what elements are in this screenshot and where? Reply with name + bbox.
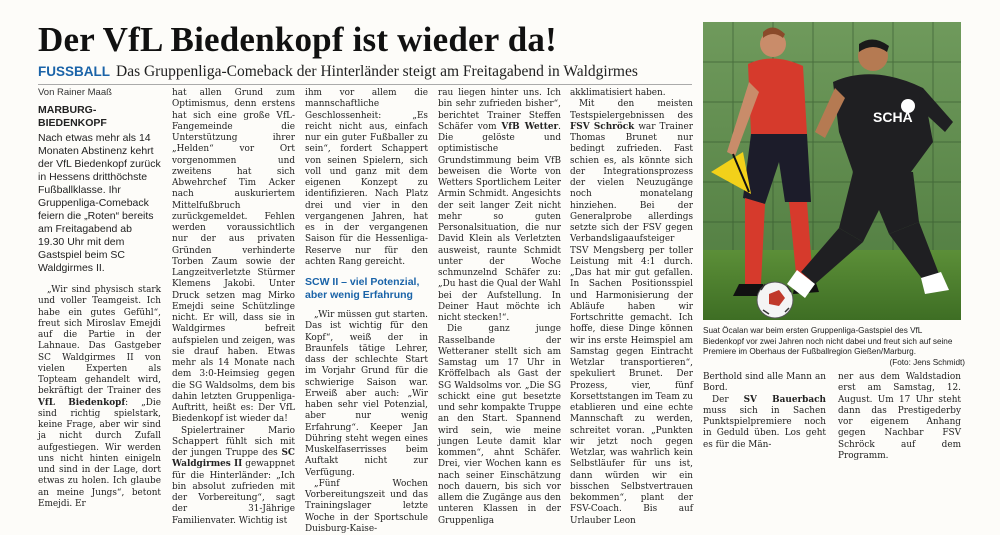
divider xyxy=(38,84,692,85)
lead-text: Nach etwas mehr als 14 Monaten Abstinenz kehrt der VfL Biedenkopf zurück in Hessens dritthöchste Fußballklasse. Ihr Gruppenliga-Comeback feiern die „Roten“ bereits am Freitagabend ab 19.30 Uhr mit dem Gastspiel beim SC Waldgirmes II. xyxy=(38,132,161,274)
soccer-ball xyxy=(757,282,793,318)
paragraph xyxy=(172,426,295,527)
paragraph: akklimatisiert haben. xyxy=(570,88,666,98)
paragraph xyxy=(38,285,161,510)
team-name: SV Bauerbach xyxy=(743,394,826,405)
text: muss sich in Sachen Punktspielpremiere noch in Geduld üben. Los geht es für die Män- xyxy=(703,405,826,450)
text: rau liegen hinter uns. Ich bin sehr zufrieden bisher“, berichtet Trainer Steffen Schäfer vom xyxy=(438,88,561,132)
paragraph xyxy=(703,395,826,451)
text: war Trainer Thomas Brunet nur bedingt zufrieden. Fast schien es, als könnte sich der Integrationsprozess der vielen Neuzugänge noch monatelang hinziehen. Bei der Generalprobe allerdings setzte sich der FSV gegen Verbandsligaaufsteiger TSV Mengsberg per toller Leistung mit 4:1 durch. „Das hat mir gut gefallen. In Sachen Positionsspiel und Harmonisierung der Abläufe haben wir Fortschritte gemacht. Ich hoffe, diese Dinge können wir ins erste Heimspiel am Samstag gegen Eintracht Wetzlar transportieren“, spekuliert Brunet. Der Prozess, vier, fünf Korsettstangen im Team zu etablieren und eine echte Mannschaft zu werden, schreitet voran. „Punkten wir jetzt noch gegen Wetzlar, was wahrlich kein Selbstläufer für uns ist, dann würden wir ein bisschen Selbstvertrauen bekommen“, plant der FSV-Coach. Bis auf Urlauber Leon xyxy=(570,121,693,526)
byline: Von Rainer Maaß xyxy=(38,87,112,98)
paragraph: „Fünf Wochen Vorbereitungszeit und das Trainingslager letzte Woche in der Sportschule Duisburg-Kaise- xyxy=(305,478,428,534)
text: : „Die sind richtig spielstark, keine Frage, aber wir sind ja nicht durch Zufall aufgestiegen. Wir werden uns nicht hinten einigeln und sind in der Lage, dort etwas zu holen. Ich glaube an meine Jungs“, betont Emejdi. Er xyxy=(38,397,161,509)
text: gewappnet für die Hinterländer: „Ich bin absolut zufrieden mit der Vorbereitung“, sagt der 31-Jährige Familienvater. Wichtig ist xyxy=(172,459,295,526)
paragraph: Die ganz junge Rasselbande der Wetteraner stellt sich am Samstag um 17 Uhr in Kröffelbach als Gast der SG Waldsolms vor. „Die SG schickt eine gut besetzte und sehr kompakte Truppe an den Start. Spannend wird sein, wie meine jungen Leute damit klar kommen“, ahnt Schäfer. Drei, vier Wochen kann es nach seiner Einschätzung noch dauern, bis sich vor allem die Zugänge aus den unteren Klassen in der Gruppenliga xyxy=(438,324,561,526)
article-column-2 xyxy=(172,88,295,527)
headline: Der VfL Biedenkopf ist wieder da! xyxy=(38,20,557,59)
paragraph: Berthold sind alle Mann an Bord. xyxy=(703,372,826,394)
team-name: VfB Wetter xyxy=(501,121,559,132)
paragraph: hat allen Grund zum Optimismus, denn erstens hat sich eine große VfL-Fangemeinde die Unterstützung ihrer „Helden“ vor Ort vorgenommen und zweitens hat sich Abwehrchef Tim Acker nach auskuriertem Mittelfußbruch zurückgemeldet. Fehlen werden voraussichtlich nur der aus privaten Gründen verhinderte Torben Zaum sowie der Langzeitverletzte Stürmer Klemens Jakobi. Unter Druck setzen mag Mirko Emejdi seine Schützlinge nicht. Er will, dass sie in Waldgirmes befreit aufspielen und zeigen, was sie drauf haben. Etwas mehr als 14 Monate nach dem 3:0-Heimsieg gegen die SG Waldsolms, dem bis dahin letzten Gruppenliga-Auftritt, heißt es: Der VfL Biedenkopf ist wieder da! xyxy=(172,88,295,425)
paragraph xyxy=(570,99,693,527)
subheading: SCW II – viel Potenzial, aber wenig Erfahrung xyxy=(305,276,420,301)
photo-caption xyxy=(703,326,965,368)
article-column-3 xyxy=(305,88,428,535)
kicker xyxy=(38,63,638,81)
paragraph: ner aus dem Waldstadion erst am Samstag, 12. August. Um 17 Uhr steht dann das Prestigederby vor eigenem Anhang gegen Nachbar FSV Schröck auf dem Programm. xyxy=(838,372,961,461)
article-column-4 xyxy=(438,88,561,527)
caption-text: Suat Öcalan war beim ersten Gruppenliga-Gastspiel des VfL Biedenkopf vor zwei Jahren noch nicht dabei und freut sich auf seine Premiere im Oberhaus der Fußballregion Gießen/Marburg. xyxy=(703,326,953,356)
team-name: VfL Biedenkopf xyxy=(38,397,126,408)
subtitle: Das Gruppenliga-Comeback der Hinterländer steigt am Freitagabend in Waldgirmes xyxy=(116,63,638,80)
paragraph: „Wir müssen gut starten. Das ist wichtig für den Kopf“, weiß der in Braunfels tätige Lehrer, dass der schlechte Start im Vorjahr Grund für die schwierige Saison war. Erweiß aber auch: „Wir haben sehr viel Potenzial, aber nur wenig Erfahrung“. Keeper Jan Dühring steht wegen eines Muskelfaserrisses beim Auftakt nicht zur Verfügung. xyxy=(305,310,428,478)
section-tag: FUSSBALL xyxy=(38,64,110,79)
text: Der xyxy=(712,394,744,405)
team-name: FSV Schröck xyxy=(570,121,635,132)
paragraph xyxy=(438,88,561,324)
article-column-5 xyxy=(570,88,693,527)
article-column-1 xyxy=(38,104,161,510)
soccer-players-illustration xyxy=(703,22,961,320)
photo-credit: (Foto: Jens Schmidt) xyxy=(889,357,965,367)
text: Mit den meisten Testspielergebnissen des xyxy=(570,99,693,121)
article-column-6 xyxy=(703,372,826,451)
text: Spielertrainer Mario Schappert fühlt sich mit der jungen Truppe des xyxy=(172,425,295,458)
text: „Wir sind physisch stark und voller Teamgeist. Ich habe ein gutes Gefühl“, freut sich Miroslav Emejdi auf die Partie in der Lahnaue. Das Gastgeber SC Waldgirmes II von vielen Experten als Topteam gehandelt wird, bekräftigt der Trainer des xyxy=(38,285,161,397)
match-photo xyxy=(703,22,961,320)
paragraph: ihm vor allem die mannschaftliche Geschlossenheit: „Es reicht nicht aus, einfach nur ein guter Fußballer zu sein“, fordert Schappert von seinen Spielern, sich voll und ganz mit dem eigenen Konzept zu identifizieren. Nach Platz drei und vier in den vergangenen Jahren, hat es in der vergangenen Saison für die Hessenliga-Reserve nur für den achten Rang gereicht. xyxy=(305,88,428,267)
article-column-7 xyxy=(838,372,961,462)
text: . Die gelöste und optimistische Grundstimmung beim VfB beweisen die Worte von Wetters Sportlichem Leiter Armin Schmidt. Angesichts der seit langer Zeit nicht mehr so guten Personalsituation, die nur David Klein als Verletzten ausweist, raunte Schmidt unter der Woche schmunzelnd Schäfer zu: „Du hast die Qual der Wahl bei der Aufstellung. In Deiner Haut möchte ich nicht stecken!“. xyxy=(438,121,561,323)
team-name: SC Waldgirmes II xyxy=(172,448,295,470)
shirt-text: SCHA xyxy=(873,109,913,125)
dateline: MARBURG-BIEDENKOPF xyxy=(38,104,107,129)
lead-paragraph xyxy=(38,104,161,275)
